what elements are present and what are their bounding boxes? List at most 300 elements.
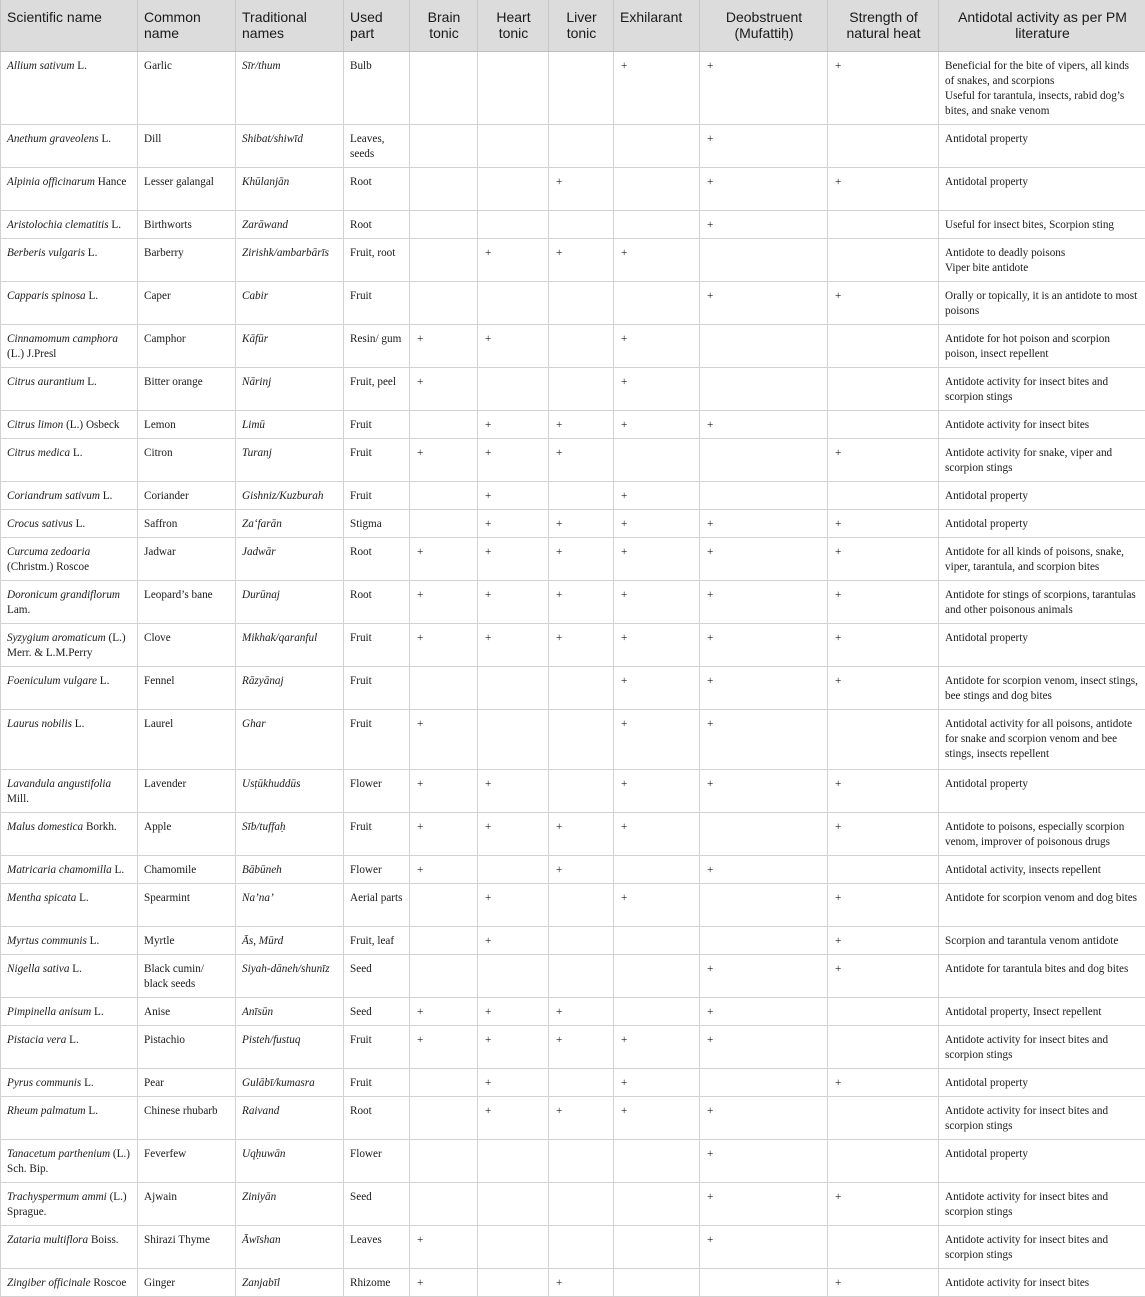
table-row — [1, 927, 1145, 955]
cell-deobstruent: + — [700, 1097, 828, 1140]
species-name: Zingiber officinale — [7, 1277, 91, 1289]
cell-heart-tonic — [478, 368, 549, 411]
cell-liver-tonic: + — [549, 538, 614, 581]
cell-heart-tonic — [478, 856, 549, 884]
table-row — [1, 667, 1145, 710]
activity-line: Antidotal property — [945, 1147, 1140, 1162]
species-name: Alpinia officinarum — [7, 176, 95, 188]
cell-exhilarant — [614, 1140, 700, 1183]
cell-brain-tonic: + — [410, 368, 478, 411]
table-row — [1, 1097, 1145, 1140]
cell-brain-tonic — [410, 1097, 478, 1140]
cell-traditional-name: Limū — [236, 411, 344, 439]
cell-scientific-name — [1, 998, 138, 1026]
cell-antidotal-activity — [939, 710, 1145, 770]
activity-line: Antidote for hot poison and scorpion poison, insect repellent — [945, 332, 1140, 362]
cell-exhilarant: + — [614, 770, 700, 813]
cell-traditional-name: Shibat/shiwīd — [236, 125, 344, 168]
cell-brain-tonic: + — [410, 624, 478, 667]
cell-exhilarant — [614, 168, 700, 211]
activity-line: Antidotal activity, insects repellent — [945, 863, 1140, 878]
cell-scientific-name — [1, 52, 138, 125]
cell-used-part: Fruit — [344, 282, 410, 325]
cell-brain-tonic — [410, 927, 478, 955]
cell-scientific-name — [1, 538, 138, 581]
table-row — [1, 624, 1145, 667]
cell-used-part: Fruit — [344, 710, 410, 770]
cell-exhilarant — [614, 211, 700, 239]
cell-common-name: Coriander — [138, 482, 236, 510]
species-authority: L. — [99, 133, 111, 145]
cell-traditional-name: Rāzyānaj — [236, 667, 344, 710]
cell-brain-tonic — [410, 239, 478, 282]
cell-exhilarant — [614, 998, 700, 1026]
cell-liver-tonic — [549, 884, 614, 927]
cell-antidotal-activity — [939, 168, 1145, 211]
cell-exhilarant — [614, 856, 700, 884]
cell-liver-tonic: + — [549, 1026, 614, 1069]
cell-exhilarant: + — [614, 710, 700, 770]
species-name: Aristolochia clematitis — [7, 219, 109, 231]
table-row — [1, 439, 1145, 482]
species-name: Malus domestica — [7, 821, 83, 833]
cell-used-part: Root — [344, 538, 410, 581]
species-authority: L. — [85, 247, 97, 259]
cell-brain-tonic — [410, 125, 478, 168]
cell-deobstruent: + — [700, 510, 828, 538]
cell-liver-tonic — [549, 282, 614, 325]
cell-deobstruent — [700, 1069, 828, 1097]
cell-strength-of-natural-heat — [828, 710, 939, 770]
cell-liver-tonic — [549, 52, 614, 125]
cell-scientific-name — [1, 1226, 138, 1269]
cell-common-name: Chamomile — [138, 856, 236, 884]
cell-common-name: Lemon — [138, 411, 236, 439]
cell-antidotal-activity — [939, 1069, 1145, 1097]
cell-traditional-name: Kāfūr — [236, 325, 344, 368]
cell-antidotal-activity — [939, 282, 1145, 325]
cell-deobstruent: + — [700, 125, 828, 168]
cell-brain-tonic: + — [410, 439, 478, 482]
cell-antidotal-activity — [939, 1183, 1145, 1226]
species-authority: L. — [73, 518, 85, 530]
species-name: Anethum graveolens — [7, 133, 99, 145]
cell-heart-tonic: + — [478, 1097, 549, 1140]
cell-exhilarant: + — [614, 667, 700, 710]
cell-common-name: Pear — [138, 1069, 236, 1097]
cell-used-part: Root — [344, 1097, 410, 1140]
cell-brain-tonic — [410, 482, 478, 510]
cell-exhilarant: + — [614, 52, 700, 125]
cell-exhilarant: + — [614, 368, 700, 411]
cell-antidotal-activity — [939, 667, 1145, 710]
cell-strength-of-natural-heat: + — [828, 439, 939, 482]
cell-liver-tonic: + — [549, 1097, 614, 1140]
cell-exhilarant — [614, 1226, 700, 1269]
cell-strength-of-natural-heat — [828, 1226, 939, 1269]
activity-line: Antidote activity for insect bites and scorpion stings — [945, 375, 1140, 405]
cell-scientific-name — [1, 239, 138, 282]
cell-brain-tonic — [410, 1183, 478, 1226]
cell-heart-tonic: + — [478, 510, 549, 538]
cell-strength-of-natural-heat — [828, 856, 939, 884]
cell-deobstruent: + — [700, 710, 828, 770]
activity-line: Beneficial for the bite of vipers, all kinds of snakes, and scorpions — [945, 59, 1140, 89]
cell-used-part: Root — [344, 211, 410, 239]
cell-liver-tonic — [549, 1140, 614, 1183]
cell-deobstruent: + — [700, 1140, 828, 1183]
cell-scientific-name — [1, 1269, 138, 1297]
cell-scientific-name — [1, 1183, 138, 1226]
cell-traditional-name: Ās, Mūrd — [236, 927, 344, 955]
cell-traditional-name: Anīsūn — [236, 998, 344, 1026]
cell-scientific-name — [1, 510, 138, 538]
cell-heart-tonic — [478, 125, 549, 168]
cell-liver-tonic: + — [549, 1269, 614, 1297]
cell-traditional-name: Raivand — [236, 1097, 344, 1140]
species-authority: Lam. — [7, 604, 30, 616]
species-name: Rheum palmatum — [7, 1105, 86, 1117]
header-antidotal-activity: Antidotal activity as per PM literature — [939, 0, 1145, 52]
cell-brain-tonic — [410, 884, 478, 927]
cell-liver-tonic — [549, 368, 614, 411]
table-row — [1, 1026, 1145, 1069]
species-name: Zataria multiflora — [7, 1234, 88, 1246]
cell-liver-tonic — [549, 955, 614, 998]
species-name: Pyrus communis — [7, 1077, 81, 1089]
cell-used-part: Root — [344, 581, 410, 624]
cell-used-part: Resin/ gum — [344, 325, 410, 368]
cell-scientific-name — [1, 411, 138, 439]
cell-liver-tonic: + — [549, 510, 614, 538]
table-row — [1, 168, 1145, 211]
cell-used-part: Leaves, seeds — [344, 125, 410, 168]
cell-traditional-name: Uqḥuwān — [236, 1140, 344, 1183]
cell-common-name: Chinese rhubarb — [138, 1097, 236, 1140]
cell-used-part: Fruit — [344, 1069, 410, 1097]
cell-common-name: Jadwar — [138, 538, 236, 581]
cell-used-part: Fruit — [344, 439, 410, 482]
species-authority: L. — [76, 892, 88, 904]
cell-traditional-name: Sīb/tuffaḥ — [236, 813, 344, 856]
activity-line: Antidote activity for insect bites and scorpion stings — [945, 1104, 1140, 1134]
cell-liver-tonic: + — [549, 856, 614, 884]
cell-common-name: Citron — [138, 439, 236, 482]
cell-exhilarant: + — [614, 325, 700, 368]
species-authority: L. — [97, 675, 109, 687]
species-authority: Hance — [95, 176, 126, 188]
cell-antidotal-activity — [939, 856, 1145, 884]
species-authority: (L.) Sprague. — [7, 1191, 127, 1218]
table-row — [1, 856, 1145, 884]
cell-deobstruent: + — [700, 1026, 828, 1069]
species-name: Citrus limon — [7, 419, 63, 431]
cell-common-name: Bitter orange — [138, 368, 236, 411]
cell-scientific-name — [1, 482, 138, 510]
cell-antidotal-activity — [939, 239, 1145, 282]
table-row — [1, 581, 1145, 624]
activity-line: Viper bite antidote — [945, 261, 1140, 276]
header-brain-tonic: Brain tonic — [410, 0, 478, 52]
cell-heart-tonic — [478, 282, 549, 325]
cell-antidotal-activity — [939, 624, 1145, 667]
cell-exhilarant: + — [614, 624, 700, 667]
cell-antidotal-activity — [939, 998, 1145, 1026]
cell-brain-tonic — [410, 211, 478, 239]
table-row — [1, 1269, 1145, 1297]
cell-brain-tonic — [410, 1140, 478, 1183]
cell-traditional-name: Za‘farān — [236, 510, 344, 538]
cell-heart-tonic: + — [478, 538, 549, 581]
cell-used-part: Fruit, leaf — [344, 927, 410, 955]
header-liver-tonic: Liver tonic — [549, 0, 614, 52]
cell-liver-tonic — [549, 710, 614, 770]
species-authority: Boiss. — [88, 1234, 118, 1246]
cell-scientific-name — [1, 325, 138, 368]
species-name: Pimpinella anisum — [7, 1006, 91, 1018]
cell-common-name: Leopard’s bane — [138, 581, 236, 624]
table-row — [1, 1140, 1145, 1183]
cell-antidotal-activity — [939, 368, 1145, 411]
cell-strength-of-natural-heat: + — [828, 538, 939, 581]
species-authority: L. — [81, 1077, 93, 1089]
species-name: Mentha spicata — [7, 892, 76, 904]
cell-brain-tonic — [410, 667, 478, 710]
cell-traditional-name: Ghar — [236, 710, 344, 770]
species-authority: Roscoe — [91, 1277, 127, 1289]
cell-strength-of-natural-heat: + — [828, 624, 939, 667]
cell-used-part: Flower — [344, 856, 410, 884]
cell-liver-tonic: + — [549, 998, 614, 1026]
table-row — [1, 1226, 1145, 1269]
cell-used-part: Leaves — [344, 1226, 410, 1269]
cell-deobstruent — [700, 884, 828, 927]
cell-liver-tonic — [549, 325, 614, 368]
cell-common-name: Black cumin/ black seeds — [138, 955, 236, 998]
cell-used-part: Seed — [344, 1183, 410, 1226]
cell-strength-of-natural-heat — [828, 482, 939, 510]
table-header — [1, 0, 1145, 52]
cell-liver-tonic — [549, 667, 614, 710]
cell-scientific-name — [1, 439, 138, 482]
species-authority: L. — [91, 1006, 103, 1018]
species-name: Tanacetum parthenium — [7, 1148, 110, 1160]
cell-antidotal-activity — [939, 1140, 1145, 1183]
cell-exhilarant: + — [614, 1097, 700, 1140]
species-authority: L. — [72, 718, 84, 730]
cell-exhilarant: + — [614, 1026, 700, 1069]
cell-strength-of-natural-heat — [828, 211, 939, 239]
cell-scientific-name — [1, 884, 138, 927]
cell-deobstruent: + — [700, 998, 828, 1026]
cell-traditional-name: Zirishk/ambarbārīs — [236, 239, 344, 282]
cell-antidotal-activity — [939, 1026, 1145, 1069]
cell-brain-tonic — [410, 282, 478, 325]
species-authority: (L.) Sch. Bip. — [7, 1148, 130, 1175]
cell-heart-tonic: + — [478, 927, 549, 955]
cell-strength-of-natural-heat: + — [828, 884, 939, 927]
table-body — [1, 52, 1145, 1297]
cell-antidotal-activity — [939, 510, 1145, 538]
cell-heart-tonic: + — [478, 482, 549, 510]
cell-traditional-name: Gulābī/kumasra — [236, 1069, 344, 1097]
cell-deobstruent — [700, 439, 828, 482]
cell-traditional-name: Gishniz/Kuzburah — [236, 482, 344, 510]
cell-strength-of-natural-heat — [828, 125, 939, 168]
species-name: Lavandula angustifolia — [7, 778, 111, 790]
cell-brain-tonic: + — [410, 1226, 478, 1269]
cell-common-name: Caper — [138, 282, 236, 325]
activity-line: Antidote activity for insect bites and scorpion stings — [945, 1233, 1140, 1263]
cell-traditional-name: Usṭūkhuddūs — [236, 770, 344, 813]
cell-brain-tonic: + — [410, 710, 478, 770]
cell-brain-tonic — [410, 168, 478, 211]
species-name: Allium sativum — [7, 60, 74, 72]
cell-used-part: Stigma — [344, 510, 410, 538]
species-name: Citrus aurantium — [7, 376, 84, 388]
activity-line: Antidote for all kinds of poisons, snake, viper, tarantula, and scorpion bites — [945, 545, 1140, 575]
table-row — [1, 411, 1145, 439]
species-name: Capparis spinosa — [7, 290, 86, 302]
cell-used-part: Fruit — [344, 1026, 410, 1069]
cell-used-part: Flower — [344, 770, 410, 813]
cell-antidotal-activity — [939, 813, 1145, 856]
table-row — [1, 239, 1145, 282]
cell-liver-tonic — [549, 125, 614, 168]
cell-heart-tonic: + — [478, 239, 549, 282]
species-name: Citrus medica — [7, 447, 70, 459]
cell-common-name: Camphor — [138, 325, 236, 368]
cell-brain-tonic: + — [410, 813, 478, 856]
cell-traditional-name: Nārinj — [236, 368, 344, 411]
cell-exhilarant: + — [614, 1069, 700, 1097]
cell-liver-tonic — [549, 1183, 614, 1226]
table-row — [1, 52, 1145, 125]
header-heart-tonic: Heart tonic — [478, 0, 549, 52]
activity-line: Antidote activity for insect bites and scorpion stings — [945, 1190, 1140, 1220]
cell-deobstruent — [700, 927, 828, 955]
cell-common-name: Garlic — [138, 52, 236, 125]
cell-strength-of-natural-heat: + — [828, 770, 939, 813]
cell-scientific-name — [1, 813, 138, 856]
species-name: Doronicum grandiflorum — [7, 589, 120, 601]
header-common-name: Common name — [138, 0, 236, 52]
cell-used-part: Fruit — [344, 667, 410, 710]
cell-heart-tonic — [478, 710, 549, 770]
cell-liver-tonic: + — [549, 581, 614, 624]
species-name: Laurus nobilis — [7, 718, 72, 730]
activity-line: Antidote activity for insect bites — [945, 1276, 1140, 1291]
cell-common-name: Anise — [138, 998, 236, 1026]
species-authority: (Christm.) Roscoe — [7, 561, 89, 573]
cell-liver-tonic: + — [549, 624, 614, 667]
cell-exhilarant: + — [614, 239, 700, 282]
activity-line: Scorpion and tarantula venom antidote — [945, 934, 1140, 949]
activity-line: Antidotal property — [945, 777, 1140, 792]
cell-exhilarant: + — [614, 581, 700, 624]
cell-brain-tonic: + — [410, 538, 478, 581]
header-traditional-names: Traditional names — [236, 0, 344, 52]
cell-deobstruent: + — [700, 282, 828, 325]
cell-heart-tonic — [478, 667, 549, 710]
cell-scientific-name — [1, 955, 138, 998]
table-row — [1, 482, 1145, 510]
table-row — [1, 282, 1145, 325]
cell-common-name: Ginger — [138, 1269, 236, 1297]
cell-deobstruent: + — [700, 624, 828, 667]
activity-line: Antidotal property — [945, 489, 1140, 504]
cell-strength-of-natural-heat — [828, 1026, 939, 1069]
table-row — [1, 368, 1145, 411]
species-name: Coriandrum sativum — [7, 490, 100, 502]
cell-brain-tonic: + — [410, 1269, 478, 1297]
cell-scientific-name — [1, 282, 138, 325]
cell-brain-tonic: + — [410, 998, 478, 1026]
cell-scientific-name — [1, 125, 138, 168]
table-row — [1, 1183, 1145, 1226]
cell-antidotal-activity — [939, 211, 1145, 239]
cell-strength-of-natural-heat — [828, 411, 939, 439]
cell-brain-tonic: + — [410, 581, 478, 624]
activity-line: Antidote activity for insect bites — [945, 418, 1140, 433]
cell-exhilarant: + — [614, 411, 700, 439]
table-row — [1, 1069, 1145, 1097]
species-name: Berberis vulgaris — [7, 247, 85, 259]
cell-deobstruent: + — [700, 168, 828, 211]
cell-scientific-name — [1, 624, 138, 667]
cell-exhilarant — [614, 439, 700, 482]
table-row — [1, 710, 1145, 770]
cell-traditional-name: Mikhak/qaranful — [236, 624, 344, 667]
cell-heart-tonic: + — [478, 1026, 549, 1069]
cell-heart-tonic — [478, 1226, 549, 1269]
cell-antidotal-activity — [939, 955, 1145, 998]
species-authority: L. — [70, 447, 82, 459]
cell-strength-of-natural-heat: + — [828, 282, 939, 325]
cell-traditional-name: Āwīshan — [236, 1226, 344, 1269]
cell-deobstruent: + — [700, 1226, 828, 1269]
cell-antidotal-activity — [939, 52, 1145, 125]
activity-line: Antidotal property — [945, 1076, 1140, 1091]
cell-traditional-name: Zarāwand — [236, 211, 344, 239]
cell-liver-tonic — [549, 1069, 614, 1097]
cell-heart-tonic: + — [478, 581, 549, 624]
cell-antidotal-activity — [939, 1097, 1145, 1140]
cell-antidotal-activity — [939, 439, 1145, 482]
cell-used-part: Seed — [344, 998, 410, 1026]
cell-deobstruent: + — [700, 581, 828, 624]
activity-line: Antidote activity for snake, viper and scorpion stings — [945, 446, 1140, 476]
cell-common-name: Pistachio — [138, 1026, 236, 1069]
activity-line: Antidote for scorpion venom, insect stings, bee stings and dog bites — [945, 674, 1140, 704]
cell-strength-of-natural-heat: + — [828, 1069, 939, 1097]
cell-liver-tonic: + — [549, 439, 614, 482]
cell-common-name: Ajwain — [138, 1183, 236, 1226]
cell-brain-tonic — [410, 411, 478, 439]
cell-strength-of-natural-heat — [828, 368, 939, 411]
cell-liver-tonic: + — [549, 239, 614, 282]
header-strength-of-natural-heat: Strength of natural heat — [828, 0, 939, 52]
cell-brain-tonic: + — [410, 770, 478, 813]
cell-strength-of-natural-heat: + — [828, 581, 939, 624]
cell-used-part: Seed — [344, 955, 410, 998]
cell-scientific-name — [1, 927, 138, 955]
cell-used-part: Rhizome — [344, 1269, 410, 1297]
cell-common-name: Fennel — [138, 667, 236, 710]
activity-line: Antidote for scorpion venom and dog bites — [945, 891, 1140, 906]
cell-used-part: Flower — [344, 1140, 410, 1183]
cell-antidotal-activity — [939, 927, 1145, 955]
